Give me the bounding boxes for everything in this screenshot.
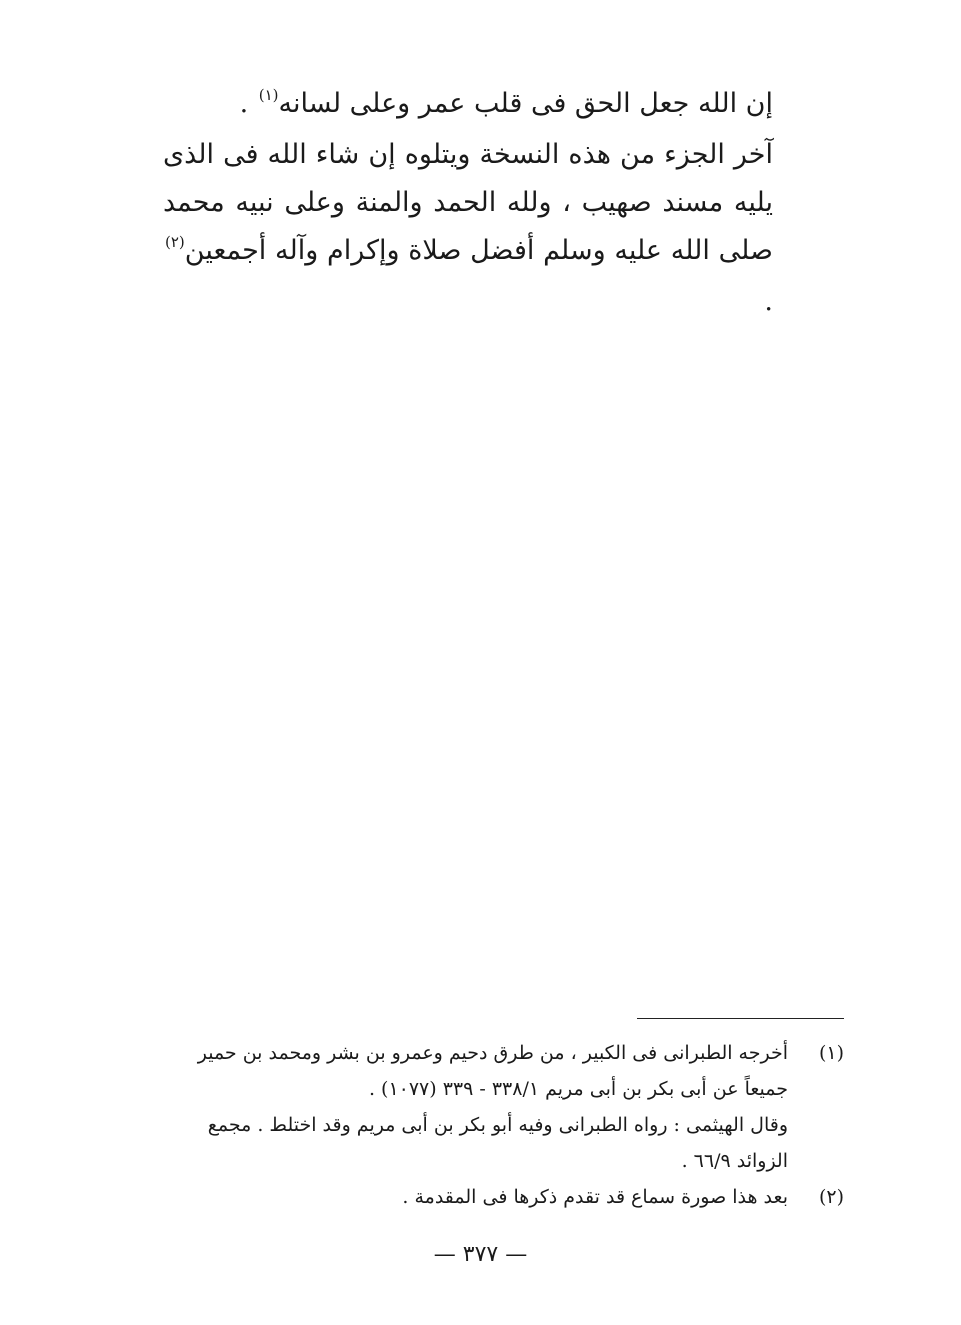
footnote-1-body <box>154 1035 788 1179</box>
main-text <box>163 80 773 326</box>
main-text-paragraph-2-content: آخر الجزء من هذه النسخة ويتلوه إن شاء الله فى الذى يليه مسند صهيب ، ولله الحمد والمنة وعلى نبيه محمد صلى الله عليه وسلم أفضل صلاة وإكرام وآله أجمعين <box>163 139 773 266</box>
main-text-line-1-content: إن الله جعل الحق فى قلب عمر وعلى لسانه <box>278 88 773 119</box>
footnote-2-number: (٢) <box>818 1186 844 1208</box>
footnote-separator <box>637 1018 844 1019</box>
footnote-1-line-2: وقال الهيثمى : رواه الطبرانى وفيه أبو بكر بن أبى مريم وقد اختلط . مجمع الزوائد ٦٦/٩ . <box>207 1114 788 1172</box>
footnote-1-number: (١) <box>818 1042 844 1064</box>
footnote-ref-1: (١) <box>258 86 279 104</box>
main-text-paragraph-2-end: . <box>764 286 773 317</box>
footnote-1 <box>154 1035 844 1179</box>
page-number: — ٣٧٧ — <box>433 1242 528 1267</box>
main-text-paragraph-2 <box>163 131 773 326</box>
footnote-2-body <box>154 1179 788 1215</box>
footnote-2 <box>154 1179 844 1215</box>
main-text-line-1-end: . <box>239 88 257 119</box>
main-text-line-1 <box>163 80 773 131</box>
footnote-2-line-1: بعد هذا صورة سماع قد تقدم ذكرها فى المقدمة . <box>402 1186 788 1208</box>
footnote-1-line-1: أخرجه الطبرانى فى الكبير ، من طرق دحيم وعمرو بن بشر ومحمد بن حمير جميعاً عن أبى بكر بن أبى مريم ٣٣٨/١ - ٣٣٩ (١٠٧٧) . <box>197 1042 788 1100</box>
footnote-ref-2: (٢) <box>165 233 185 251</box>
footnotes <box>154 1035 844 1215</box>
